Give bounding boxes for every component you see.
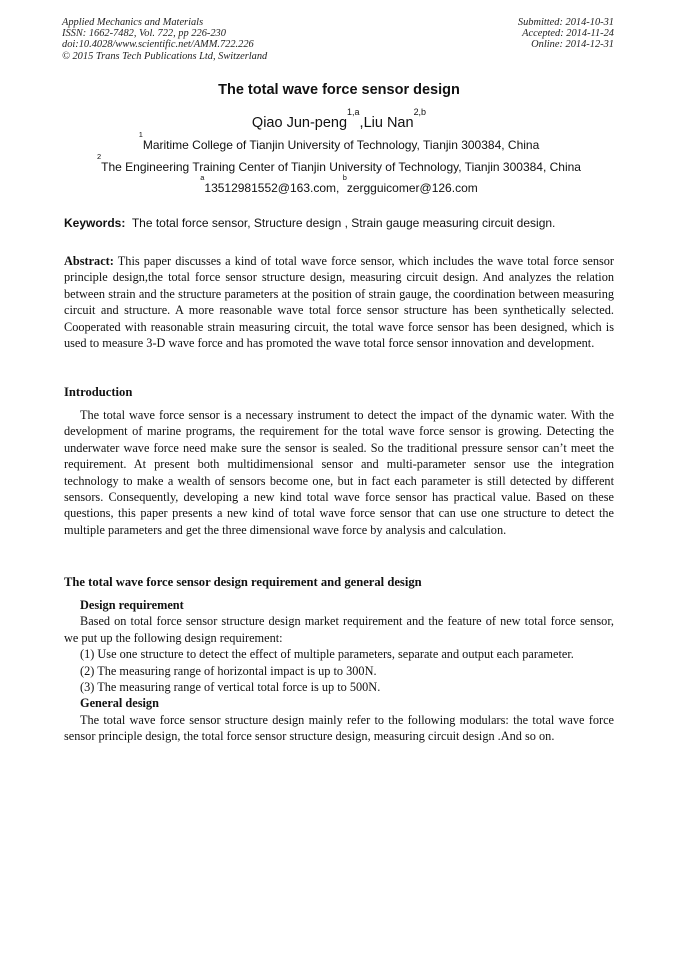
journal-issn: ISSN: 1662-7482, Vol. 722, pp 226-230	[62, 28, 226, 40]
online-date: Online: 2014-12-31	[531, 39, 614, 51]
submitted-date: Submitted: 2014-10-31	[517, 17, 614, 28]
keywords-text: The total force sensor, Structure design , Strain gauge measuring circuit design.	[131, 216, 556, 230]
journal-info	[62, 17, 267, 62]
introduction-heading: Introduction	[64, 385, 133, 399]
general-design-text: The total wave force sensor structure design mainly refer to the following modulars: the total wave force sensor principle design, the total force sensor structure design, measuring circuit design .And so on.	[64, 712, 614, 744]
general-design-heading: General design	[80, 696, 159, 711]
affiliation-2-sup: 2	[97, 152, 102, 162]
requirement-item: (1) Use one structure to detect the effect of multiple parameters, separate and output each parameter.	[80, 647, 574, 662]
email-b-sup: b	[342, 173, 347, 183]
accepted-date: Accepted: 2014-11-24	[522, 28, 614, 40]
author-2-name: Liu Nan	[363, 115, 414, 131]
keywords-label: Keywords:	[64, 216, 126, 230]
affiliation-1	[0, 130, 678, 152]
design-requirement-intro: Based on total force sensor structure design market requirement and the feature of new total force sensor, we put up the following design requirement:	[64, 614, 614, 645]
author-2-sup: 2,b	[413, 106, 427, 117]
abstract	[64, 253, 614, 351]
submission-dates	[518, 17, 614, 51]
email-b[interactable]: zergguicomer@126.com	[346, 181, 478, 195]
keywords	[64, 216, 616, 230]
journal-copyright: © 2015 Trans Tech Publications Ltd, Switzerland	[62, 50, 268, 62]
email-a[interactable]: 13512981552@163.com,	[204, 181, 343, 195]
requirement-item: (3) The measuring range of vertical total force is up to 500N.	[80, 680, 381, 695]
author-separator: ,	[359, 115, 364, 131]
journal-name: Applied Mechanics and Materials	[62, 17, 204, 28]
author-1-sup: 1,a	[347, 106, 360, 117]
design-requirement-heading: Design requirement	[80, 598, 184, 612]
email-a-sup: a	[200, 173, 205, 183]
author-line	[0, 106, 678, 131]
journal-doi[interactable]: doi:10.4028/www.scientific.net/AMM.722.226	[62, 39, 254, 51]
author-emails	[0, 173, 678, 195]
abstract-label: Abstract:	[64, 254, 114, 268]
requirement-item: (2) The measuring range of horizontal impact is up to 300N.	[80, 663, 377, 678]
affiliation-2-text: The Engineering Training Center of Tianjin University of Technology, Tianjin 300384, China	[101, 160, 581, 174]
affiliation-1-text: Maritime College of Tianjin University of Technology, Tianjin 300384, China	[142, 138, 540, 152]
affiliation-1-sup: 1	[138, 130, 143, 140]
paper-title: The total wave force sensor design	[218, 82, 460, 98]
author-1-name: Qiao Jun-peng	[251, 115, 348, 131]
affiliation-2	[0, 152, 678, 174]
introduction-text: The total wave force sensor is a necessary instrument to detect the impact of the dynamic water. With the development of marine programs, the requirement for the total wave force sensor is growing. Detecting the underwater wave force need make sure the sensor is sealed. So the traditional pressure sensor can’t meet the requirement. At present both multidimensional sensor and multi-parameter sensor use the integration technology to make a wealth of sensors become one, but in fact each parameter is still detected by different sensors. Consequently, developing a new kind total wave force sensor has practical value. Based on these questions, this paper presents a new kind of total wave force sensor that can use one structure to detect the multiple parameters and get the three dimensional wave force by analysis and calculation.	[64, 408, 614, 537]
abstract-text: This paper discusses a kind of total wave force sensor, which includes the wave total force sensor principle design,the total force sensor structure design, measuring circuit design. And analyzes the relation between strain and the structure parameters at the position of strain gauge, the coordination between measuring circuit and structure. A more reasonable wave total force sensor structure has been synthetically selected. Cooperated with reasonable strain measuring circuit, the total wave force sensor has been designed, which is used to measure 3-D wave force and has promoted the wave total force sensor innovation and development.	[64, 254, 615, 351]
design-section-heading: The total wave force sensor design requirement and general design	[64, 575, 422, 589]
design-section-body	[64, 597, 614, 745]
